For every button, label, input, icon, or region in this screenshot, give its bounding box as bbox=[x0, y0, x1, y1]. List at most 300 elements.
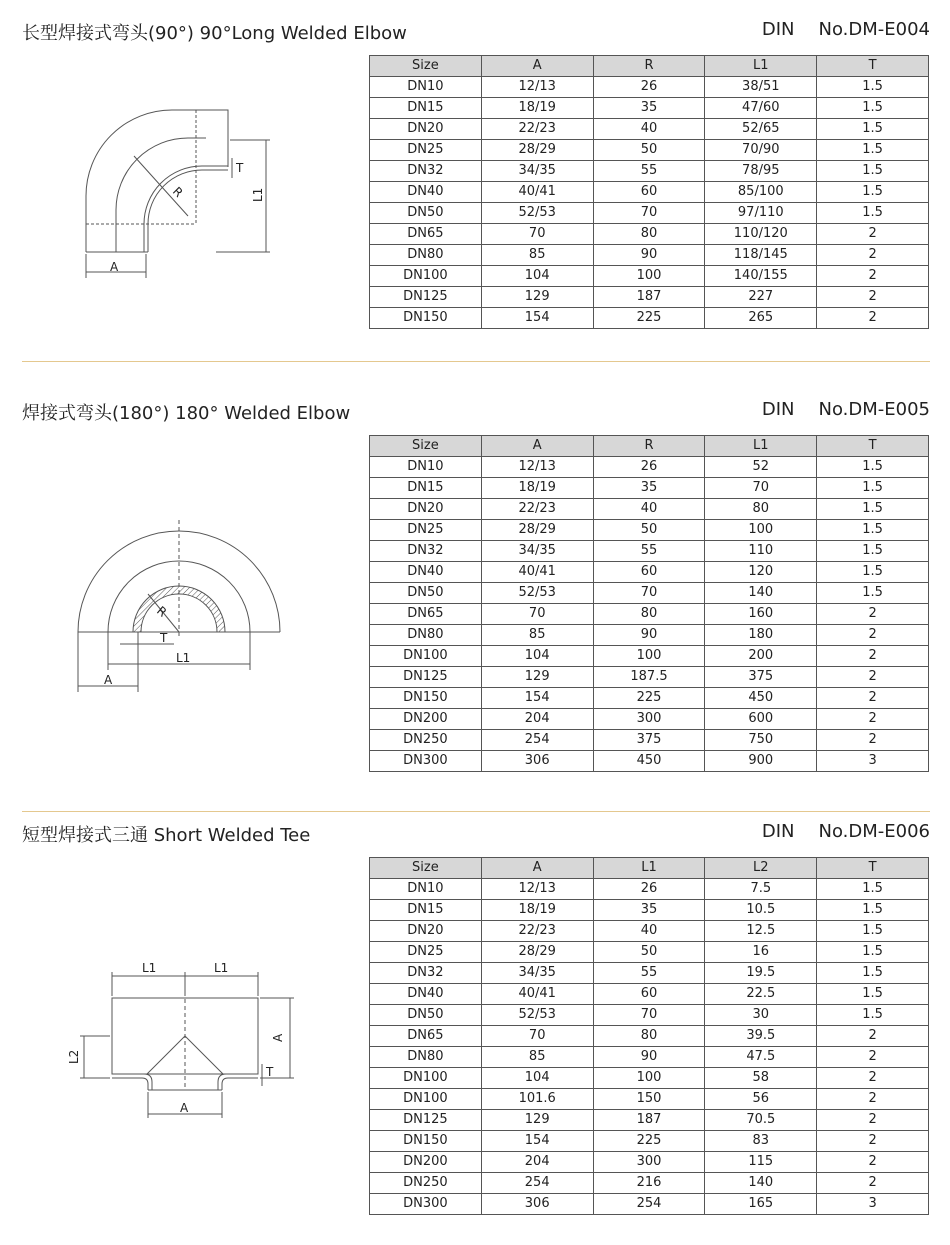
code-number: No.DM-E004 bbox=[818, 19, 930, 40]
table-row bbox=[370, 1173, 929, 1194]
table-cell: 60 bbox=[593, 562, 705, 583]
table-cell: DN15 bbox=[370, 98, 482, 119]
table-cell: DN15 bbox=[370, 900, 482, 921]
table-cell: DN100 bbox=[370, 266, 482, 287]
table-cell: 115 bbox=[705, 1152, 817, 1173]
col-header: R bbox=[593, 56, 705, 77]
table-cell: 80 bbox=[705, 499, 817, 520]
table-cell: 1.5 bbox=[817, 499, 929, 520]
table-cell: 306 bbox=[481, 751, 593, 772]
section-title: 焊接式弯头(180°) 180° Welded Elbow bbox=[22, 403, 351, 424]
table-cell: 2 bbox=[817, 1089, 929, 1110]
table-cell: 52/53 bbox=[481, 1005, 593, 1026]
table-cell: 104 bbox=[481, 1068, 593, 1089]
standard-label: DIN bbox=[761, 399, 795, 420]
table-row bbox=[370, 119, 929, 140]
table-cell: 90 bbox=[593, 245, 705, 266]
table-cell: 1.5 bbox=[817, 900, 929, 921]
table-row bbox=[370, 625, 929, 646]
table-cell: 450 bbox=[593, 751, 705, 772]
table-cell: 180 bbox=[705, 625, 817, 646]
table-row bbox=[370, 921, 929, 942]
table-cell: 2 bbox=[817, 1131, 929, 1152]
table-cell: 104 bbox=[481, 266, 593, 287]
table-cell: 225 bbox=[593, 1131, 705, 1152]
table-row bbox=[370, 308, 929, 329]
table-cell: DN125 bbox=[370, 667, 482, 688]
table-cell: 7.5 bbox=[705, 879, 817, 900]
table-row bbox=[370, 457, 929, 478]
table-cell: 1.5 bbox=[817, 478, 929, 499]
table-row bbox=[370, 203, 929, 224]
table-cell: 165 bbox=[705, 1194, 817, 1215]
table-cell: 28/29 bbox=[481, 942, 593, 963]
table-cell: 3 bbox=[817, 1194, 929, 1215]
table-cell: 12/13 bbox=[481, 77, 593, 98]
table-cell: 1.5 bbox=[817, 203, 929, 224]
section-title: 长型焊接式弯头(90°) 90°Long Welded Elbow bbox=[22, 23, 407, 44]
table-cell: 50 bbox=[593, 520, 705, 541]
table-cell: 154 bbox=[481, 308, 593, 329]
table-cell: 2 bbox=[817, 308, 929, 329]
table-cell: 225 bbox=[593, 688, 705, 709]
table-cell: 1.5 bbox=[817, 140, 929, 161]
table-cell: DN125 bbox=[370, 1110, 482, 1131]
table-cell: 97/110 bbox=[705, 203, 817, 224]
table-cell: DN100 bbox=[370, 646, 482, 667]
table-cell: 38/51 bbox=[705, 77, 817, 98]
table-cell: 34/35 bbox=[481, 541, 593, 562]
table-cell: 22/23 bbox=[481, 499, 593, 520]
label-a: A bbox=[110, 260, 119, 274]
label-r: R bbox=[169, 184, 186, 201]
table-cell: 70 bbox=[705, 478, 817, 499]
table-cell: 40 bbox=[593, 921, 705, 942]
table-cell: 78/95 bbox=[705, 161, 817, 182]
table-cell: 70 bbox=[593, 583, 705, 604]
table-row bbox=[370, 98, 929, 119]
table-cell: 1.5 bbox=[817, 161, 929, 182]
table-cell: 300 bbox=[593, 709, 705, 730]
table-row bbox=[370, 478, 929, 499]
table-cell: 140/155 bbox=[705, 266, 817, 287]
table-cell: 70.5 bbox=[705, 1110, 817, 1131]
table-row bbox=[370, 963, 929, 984]
table-cell: 140 bbox=[705, 1173, 817, 1194]
table-cell: 265 bbox=[705, 308, 817, 329]
table-cell: 56 bbox=[705, 1089, 817, 1110]
code-number: No.DM-E006 bbox=[818, 821, 930, 842]
table-row bbox=[370, 499, 929, 520]
table-row bbox=[370, 245, 929, 266]
table-cell: 28/29 bbox=[481, 520, 593, 541]
table-cell: 100 bbox=[593, 266, 705, 287]
label-a: A bbox=[104, 673, 113, 687]
table-cell: DN10 bbox=[370, 457, 482, 478]
table-cell: 2 bbox=[817, 667, 929, 688]
product-code bbox=[762, 399, 930, 420]
table-cell: 204 bbox=[481, 1152, 593, 1173]
table-row bbox=[370, 1005, 929, 1026]
table-row bbox=[370, 1026, 929, 1047]
label-r: R bbox=[154, 603, 170, 620]
table-row bbox=[370, 1068, 929, 1089]
table-cell: 118/145 bbox=[705, 245, 817, 266]
table-cell: 1.5 bbox=[817, 1005, 929, 1026]
table-cell: 1.5 bbox=[817, 562, 929, 583]
table-cell: 40/41 bbox=[481, 562, 593, 583]
table-cell: 450 bbox=[705, 688, 817, 709]
table-cell: 254 bbox=[481, 1173, 593, 1194]
table-cell: 85 bbox=[481, 1047, 593, 1068]
label-a-bottom: A bbox=[180, 1101, 189, 1115]
table-cell: 47/60 bbox=[705, 98, 817, 119]
mid-wall bbox=[116, 138, 206, 252]
table-row bbox=[370, 224, 929, 245]
table-cell: 2 bbox=[817, 604, 929, 625]
table-cell: 306 bbox=[481, 1194, 593, 1215]
table-cell: 22/23 bbox=[481, 119, 593, 140]
table-cell: 16 bbox=[705, 942, 817, 963]
col-header: T bbox=[817, 56, 929, 77]
table-cell: DN300 bbox=[370, 1194, 482, 1215]
drawing-90-elbow bbox=[78, 100, 278, 280]
table-cell: 90 bbox=[593, 625, 705, 646]
table-cell: 52/53 bbox=[481, 203, 593, 224]
table-cell: 375 bbox=[705, 667, 817, 688]
table-row bbox=[370, 709, 929, 730]
table-cell: 900 bbox=[705, 751, 817, 772]
col-header: L1 bbox=[705, 56, 817, 77]
table-cell: 2 bbox=[817, 224, 929, 245]
table-cell: 55 bbox=[593, 161, 705, 182]
table-cell: 187.5 bbox=[593, 667, 705, 688]
table-cell: 52 bbox=[705, 457, 817, 478]
label-t: T bbox=[236, 161, 244, 175]
code-number: No.DM-E005 bbox=[818, 399, 930, 420]
label-l1: L1 bbox=[251, 187, 265, 202]
table-cell: DN25 bbox=[370, 520, 482, 541]
table-cell: DN32 bbox=[370, 541, 482, 562]
table-cell: 1.5 bbox=[817, 921, 929, 942]
table-cell: DN150 bbox=[370, 688, 482, 709]
spec-table bbox=[369, 857, 929, 1215]
table-cell: 187 bbox=[593, 1110, 705, 1131]
col-header: L2 bbox=[705, 858, 817, 879]
table-cell: 2 bbox=[817, 730, 929, 751]
table-cell: DN10 bbox=[370, 77, 482, 98]
table-cell: 216 bbox=[593, 1173, 705, 1194]
col-header: T bbox=[817, 858, 929, 879]
table-row bbox=[370, 266, 929, 287]
table-cell: 1.5 bbox=[817, 119, 929, 140]
table-cell: 70/90 bbox=[705, 140, 817, 161]
table-cell: 254 bbox=[481, 730, 593, 751]
table-cell: 1.5 bbox=[817, 98, 929, 119]
table-cell: 60 bbox=[593, 182, 705, 203]
table-cell: DN25 bbox=[370, 942, 482, 963]
product-code bbox=[762, 821, 930, 842]
standard-label: DIN bbox=[761, 821, 795, 842]
table-cell: 70 bbox=[481, 604, 593, 625]
table-cell: DN20 bbox=[370, 119, 482, 140]
table-row bbox=[370, 520, 929, 541]
table-cell: 18/19 bbox=[481, 98, 593, 119]
table-cell: 83 bbox=[705, 1131, 817, 1152]
header-row bbox=[370, 858, 929, 879]
table-cell: DN80 bbox=[370, 1047, 482, 1068]
table-cell: 600 bbox=[705, 709, 817, 730]
drawing-180-elbow bbox=[70, 520, 290, 700]
table-cell: 18/19 bbox=[481, 478, 593, 499]
table-cell: 204 bbox=[481, 709, 593, 730]
label-a-side: A bbox=[271, 1033, 285, 1042]
table-cell: 110 bbox=[705, 541, 817, 562]
table-cell: 1.5 bbox=[817, 182, 929, 203]
table-cell: 120 bbox=[705, 562, 817, 583]
table-cell: 2 bbox=[817, 287, 929, 308]
table-cell: 154 bbox=[481, 1131, 593, 1152]
table-cell: 129 bbox=[481, 667, 593, 688]
table-cell: 375 bbox=[593, 730, 705, 751]
table-cell: 2 bbox=[817, 688, 929, 709]
table-cell: 22.5 bbox=[705, 984, 817, 1005]
table-cell: DN65 bbox=[370, 224, 482, 245]
table-cell: 52/53 bbox=[481, 583, 593, 604]
table-row bbox=[370, 1194, 929, 1215]
table-cell: 70 bbox=[593, 203, 705, 224]
spec-table bbox=[369, 435, 929, 772]
table-cell: 40 bbox=[593, 119, 705, 140]
label-l1-right: L1 bbox=[214, 961, 229, 975]
table-cell: 2 bbox=[817, 1152, 929, 1173]
table-cell: 55 bbox=[593, 963, 705, 984]
table-cell: 1.5 bbox=[817, 520, 929, 541]
table-cell: 2 bbox=[817, 1068, 929, 1089]
table-row bbox=[370, 161, 929, 182]
table-row bbox=[370, 688, 929, 709]
table-row bbox=[370, 646, 929, 667]
table-row bbox=[370, 900, 929, 921]
table-row bbox=[370, 751, 929, 772]
table-cell: DN150 bbox=[370, 308, 482, 329]
table-cell: 200 bbox=[705, 646, 817, 667]
table-cell: 1.5 bbox=[817, 942, 929, 963]
table-cell: 12/13 bbox=[481, 879, 593, 900]
table-cell: 85/100 bbox=[705, 182, 817, 203]
table-row bbox=[370, 942, 929, 963]
section-title: 短型焊接式三通 Short Welded Tee bbox=[22, 825, 311, 846]
table-cell: 2 bbox=[817, 1110, 929, 1131]
table-cell: 10.5 bbox=[705, 900, 817, 921]
table-cell: 100 bbox=[593, 646, 705, 667]
table-cell: DN20 bbox=[370, 921, 482, 942]
table-cell: 47.5 bbox=[705, 1047, 817, 1068]
label-l2: L2 bbox=[67, 1049, 81, 1064]
table-cell: 40 bbox=[593, 499, 705, 520]
table-cell: DN50 bbox=[370, 583, 482, 604]
table-cell: DN40 bbox=[370, 182, 482, 203]
table-row bbox=[370, 667, 929, 688]
col-header: L1 bbox=[593, 858, 705, 879]
col-header: A bbox=[481, 436, 593, 457]
table-row bbox=[370, 182, 929, 203]
table-cell: 26 bbox=[593, 457, 705, 478]
table-cell: 70 bbox=[593, 1005, 705, 1026]
table-cell: 34/35 bbox=[481, 161, 593, 182]
table-cell: 26 bbox=[593, 77, 705, 98]
table-cell: 52/65 bbox=[705, 119, 817, 140]
table-cell: 35 bbox=[593, 900, 705, 921]
table-cell: DN250 bbox=[370, 1173, 482, 1194]
table-row bbox=[370, 1110, 929, 1131]
label-l1: L1 bbox=[176, 651, 191, 665]
table-row bbox=[370, 984, 929, 1005]
table-cell: 1.5 bbox=[817, 984, 929, 1005]
table-cell: 2 bbox=[817, 646, 929, 667]
col-header: L1 bbox=[705, 436, 817, 457]
table-row bbox=[370, 730, 929, 751]
table-cell: DN15 bbox=[370, 478, 482, 499]
header-row bbox=[370, 56, 929, 77]
table-row bbox=[370, 77, 929, 98]
table-cell: 90 bbox=[593, 1047, 705, 1068]
table-cell: 50 bbox=[593, 140, 705, 161]
table-cell: 80 bbox=[593, 604, 705, 625]
table-cell: DN125 bbox=[370, 287, 482, 308]
table-cell: 39.5 bbox=[705, 1026, 817, 1047]
table-cell: DN80 bbox=[370, 625, 482, 646]
table-row bbox=[370, 562, 929, 583]
table-cell: 100 bbox=[705, 520, 817, 541]
table-cell: DN250 bbox=[370, 730, 482, 751]
drawing-short-tee bbox=[62, 952, 302, 1122]
section-divider bbox=[22, 361, 930, 362]
table-row bbox=[370, 140, 929, 161]
table-cell: DN200 bbox=[370, 1152, 482, 1173]
table-cell: 225 bbox=[593, 308, 705, 329]
table-cell: DN65 bbox=[370, 604, 482, 625]
table-cell: 300 bbox=[593, 1152, 705, 1173]
table-cell: 22/23 bbox=[481, 921, 593, 942]
table-cell: 104 bbox=[481, 646, 593, 667]
col-header: Size bbox=[370, 56, 482, 77]
table-cell: DN200 bbox=[370, 709, 482, 730]
table-cell: DN300 bbox=[370, 751, 482, 772]
table-row bbox=[370, 1131, 929, 1152]
table-row bbox=[370, 287, 929, 308]
table-cell: 129 bbox=[481, 1110, 593, 1131]
table-cell: 28/29 bbox=[481, 140, 593, 161]
col-header: Size bbox=[370, 436, 482, 457]
label-t: T bbox=[160, 631, 168, 645]
col-header: T bbox=[817, 436, 929, 457]
table-cell: 26 bbox=[593, 879, 705, 900]
table-cell: DN40 bbox=[370, 562, 482, 583]
table-cell: 2 bbox=[817, 625, 929, 646]
spec-table bbox=[369, 55, 929, 329]
table-row bbox=[370, 1152, 929, 1173]
table-row bbox=[370, 1089, 929, 1110]
table-cell: 2 bbox=[817, 1173, 929, 1194]
table-row bbox=[370, 583, 929, 604]
table-cell: 187 bbox=[593, 287, 705, 308]
table-cell: DN32 bbox=[370, 963, 482, 984]
table-cell: DN32 bbox=[370, 161, 482, 182]
table-cell: 30 bbox=[705, 1005, 817, 1026]
table-cell: 12.5 bbox=[705, 921, 817, 942]
table-cell: DN100 bbox=[370, 1089, 482, 1110]
table-cell: 2 bbox=[817, 1026, 929, 1047]
table-cell: 150 bbox=[593, 1089, 705, 1110]
table-cell: 80 bbox=[593, 224, 705, 245]
table-cell: 100 bbox=[593, 1068, 705, 1089]
table-cell: 227 bbox=[705, 287, 817, 308]
label-t: T bbox=[266, 1065, 274, 1079]
table-cell: 70 bbox=[481, 224, 593, 245]
table-cell: DN65 bbox=[370, 1026, 482, 1047]
table-cell: 58 bbox=[705, 1068, 817, 1089]
table-cell: 1.5 bbox=[817, 457, 929, 478]
table-cell: DN80 bbox=[370, 245, 482, 266]
table-cell: 85 bbox=[481, 245, 593, 266]
table-cell: 1.5 bbox=[817, 963, 929, 984]
table-cell: 160 bbox=[705, 604, 817, 625]
col-header: A bbox=[481, 56, 593, 77]
table-cell: DN150 bbox=[370, 1131, 482, 1152]
table-cell: 35 bbox=[593, 478, 705, 499]
table-row bbox=[370, 604, 929, 625]
table-row bbox=[370, 541, 929, 562]
table-cell: 60 bbox=[593, 984, 705, 1005]
section-divider bbox=[22, 811, 930, 812]
header-row bbox=[370, 436, 929, 457]
table-cell: 1.5 bbox=[817, 583, 929, 604]
table-cell: 1.5 bbox=[817, 879, 929, 900]
label-l1-left: L1 bbox=[142, 961, 157, 975]
outer-arc bbox=[78, 531, 280, 632]
table-cell: 2 bbox=[817, 1047, 929, 1068]
table-cell: 70 bbox=[481, 1026, 593, 1047]
table-cell: 3 bbox=[817, 751, 929, 772]
table-cell: 40/41 bbox=[481, 182, 593, 203]
table-cell: 18/19 bbox=[481, 900, 593, 921]
standard-label: DIN bbox=[761, 19, 795, 40]
table-cell: DN20 bbox=[370, 499, 482, 520]
table-cell: 110/120 bbox=[705, 224, 817, 245]
product-code bbox=[762, 19, 930, 40]
table-cell: 1.5 bbox=[817, 541, 929, 562]
table-cell: 129 bbox=[481, 287, 593, 308]
table-cell: DN10 bbox=[370, 879, 482, 900]
table-cell: 2 bbox=[817, 266, 929, 287]
table-row bbox=[370, 879, 929, 900]
table-row bbox=[370, 1047, 929, 1068]
table-cell: 1.5 bbox=[817, 77, 929, 98]
col-header: R bbox=[593, 436, 705, 457]
table-cell: 55 bbox=[593, 541, 705, 562]
table-cell: DN50 bbox=[370, 1005, 482, 1026]
inner-wall-thickness bbox=[148, 170, 228, 252]
table-cell: 254 bbox=[593, 1194, 705, 1215]
table-cell: 85 bbox=[481, 625, 593, 646]
col-header: Size bbox=[370, 858, 482, 879]
table-cell: 80 bbox=[593, 1026, 705, 1047]
table-cell: 19.5 bbox=[705, 963, 817, 984]
table-cell: DN100 bbox=[370, 1068, 482, 1089]
table-cell: 140 bbox=[705, 583, 817, 604]
col-header: A bbox=[481, 858, 593, 879]
